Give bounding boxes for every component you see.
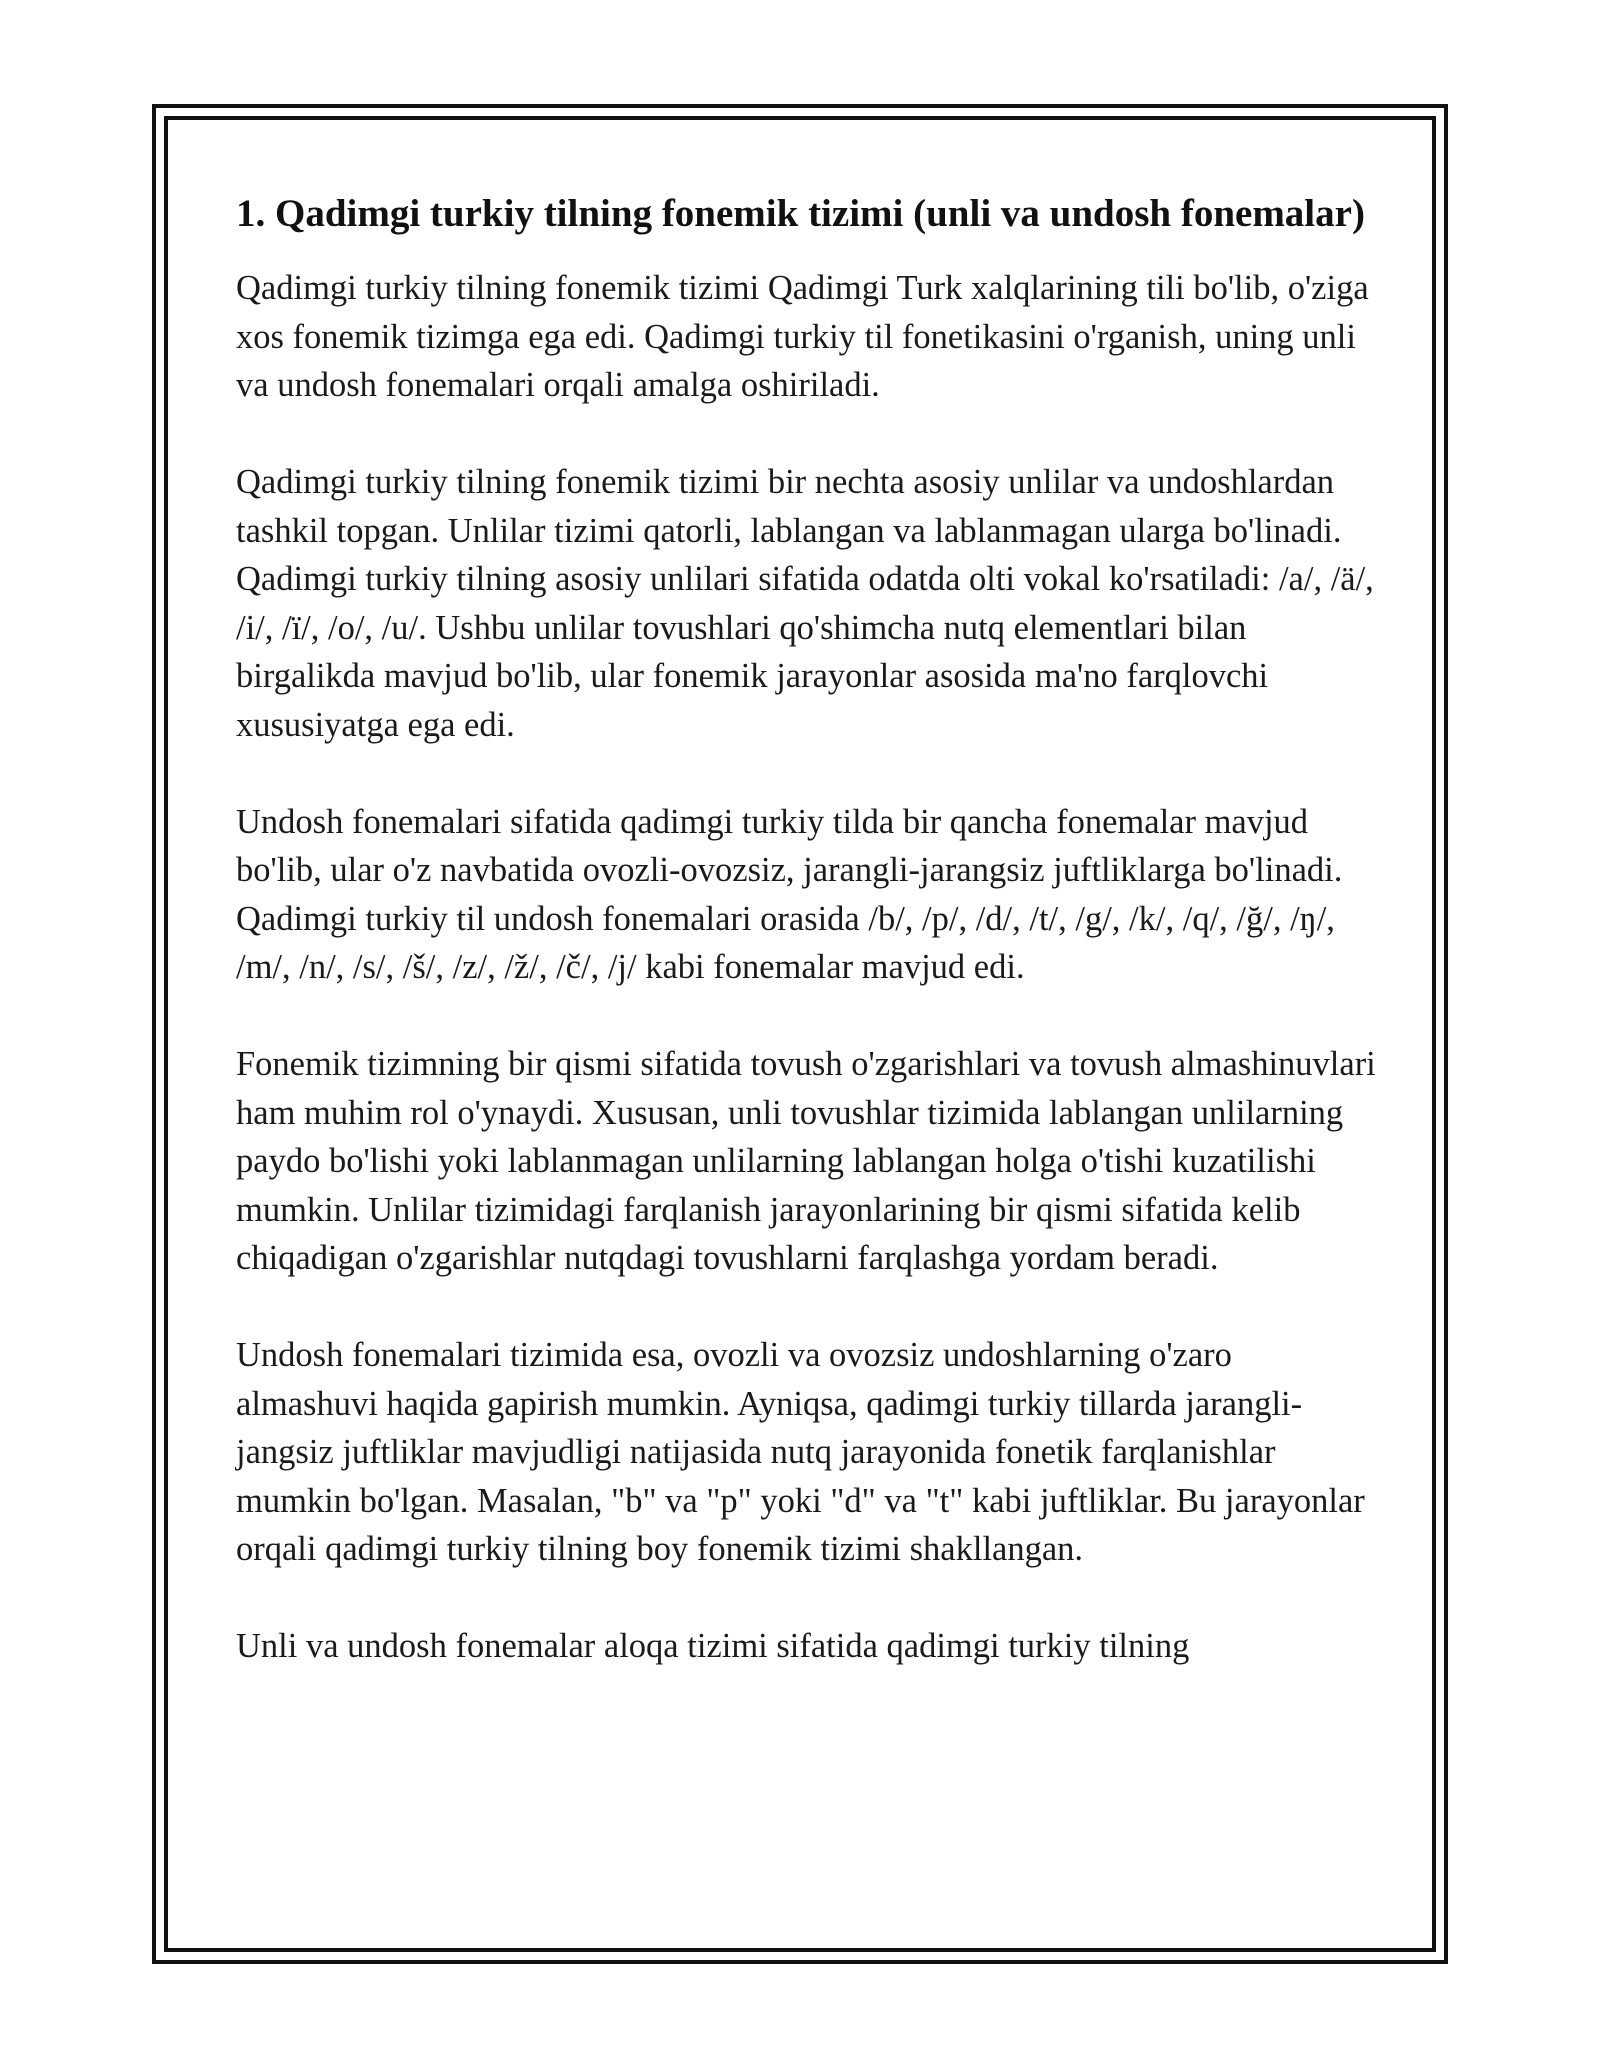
document-body xyxy=(236,186,1376,1719)
paragraph-intro: Qadimgi turkiy tilning fonemik tizimi Qadimgi Turk xalqlarining tili bo'lib, o'ziga xos fonemik tizimga ega edi. Qadimgi turkiy til fonetikasini o'rganish, uning unli va undosh fonemalari orqali amalga oshiriladi. xyxy=(236,269,1369,404)
section-heading: 1. Qadimgi turkiy tilning fonemik tizimi (unli va undosh fonemalar) xyxy=(236,192,1365,235)
paragraph-conclusion-start: Unli va undosh fonemalar aloqa tizimi sifatida qadimgi turkiy tilning xyxy=(236,1627,1190,1665)
paragraph-consonant-alternation: Undosh fonemalari tizimida esa, ovozli va ovozsiz undoshlarning o'zaro almashuvi haqida gapirish mumkin. Ayniqsa, qadimgi turkiy tillarda jarangli-jangsiz juftliklar mavjudligi natijasida nutq jarayonida fonetik farqlanishlar mumkin bo'lgan. Masalan, "b" va "p" yoki "d" va "t" kabi juftliklar. Bu jarayonlar orqali qadimgi turkiy tilning boy fonemik tizimi shakllangan. xyxy=(236,1336,1365,1568)
paragraph-sound-changes: Fonemik tizimning bir qismi sifatida tovush o'zgarishlari va tovush almashinuvlari ham muhim rol o'ynaydi. Xususan, unli tovushlar tizimida lablangan unlilarning paydo bo'lishi yoki lablanmagan unlilarning lablangan holga o'tishi kuzatilishi mumkin. Unlilar tizimidagi farqlanish jarayonlarining bir qismi sifatida kelib chiqadigan o'zgarishlar nutqdagi tovushlarni farqlashga yordam beradi. xyxy=(236,1045,1376,1277)
paragraph-vowels: Qadimgi turkiy tilning fonemik tizimi bir nechta asosiy unlilar va undoshlardan tashkil topgan. Unlilar tizimi qatorli, lablangan va lablanmagan ularga bo'linadi. Qadimgi turkiy tilning asosiy unlilari sifatida odatda olti vokal ko'rsatiladi: /a/, /ä/, /i/, /ï/, /o/, /u/. Ushbu unlilar tovushlari qo'shimcha nutq elementlari bilan birgalikda mavjud bo'lib, ular fonemik jarayonlar asosida ma'no farqlovchi xususiyatga ega edi. xyxy=(236,463,1374,744)
paragraph-consonants: Undosh fonemalari sifatida qadimgi turkiy tilda bir qancha fonemalar mavjud bo'lib, ular o'z navbatida ovozli-ovozsiz, jarangli-jarangsiz juftliklarga bo'linadi. Qadimgi turkiy til undosh fonemalari orasida /b/, /p/, /d/, /t/, /g/, /k/, /q/, /ğ/, /ŋ/, /m/, /n/, /s/, /š/, /z/, /ž/, /č/, /j/ kabi fonemalar mavjud edi. xyxy=(236,802,1343,986)
